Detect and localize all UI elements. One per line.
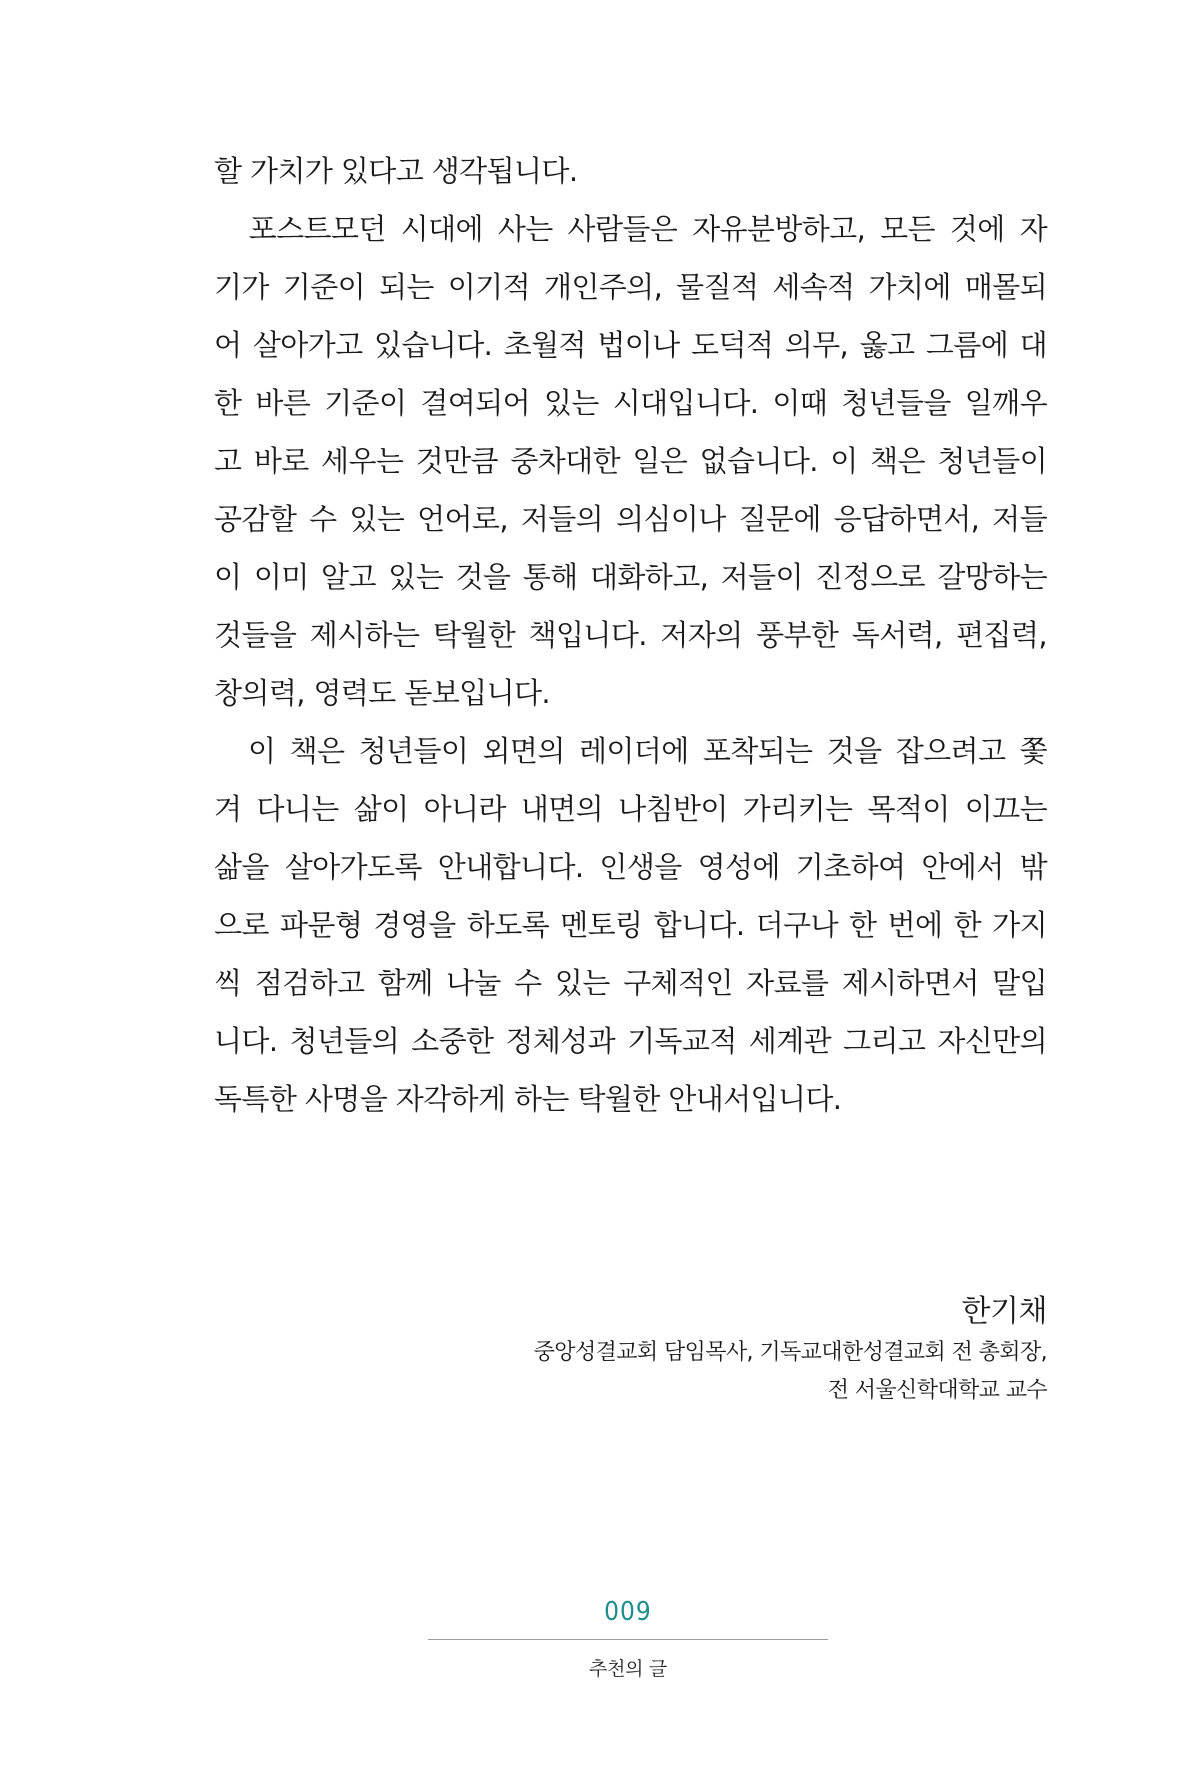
body-line: 공감할 수 있는 언어로, 저들의 의심이나 질문에 응답하면서, 저들 bbox=[214, 502, 1047, 536]
recommendation-body bbox=[214, 142, 1047, 1128]
body-line: 한 바른 기준이 결여되어 있는 시대입니다. 이때 청년들을 일깨우 bbox=[214, 386, 1047, 420]
body-line: 으로 파문형 경영을 하도록 멘토링 합니다. 더구나 한 번에 한 가지 bbox=[214, 908, 1047, 942]
body-line: 것들을 제시하는 탁월한 책입니다. 저자의 풍부한 독서력, 편집력, bbox=[214, 618, 1047, 652]
author-title-line-1: 중앙성결교회 담임목사, 기독교대한성결교회 전 총회장, bbox=[533, 1340, 1047, 1365]
body-line: 이 책은 청년들이 외면의 레이더에 포착되는 것을 잡으려고 쫓 bbox=[214, 734, 1047, 768]
author-title-line-2: 전 서울신학대학교 교수 bbox=[827, 1378, 1047, 1403]
body-line: 독특한 사명을 자각하게 하는 탁월한 안내서입니다. bbox=[214, 1082, 842, 1116]
body-line: 겨 다니는 삶이 아니라 내면의 나침반이 가리키는 목적이 이끄는 bbox=[214, 792, 1047, 826]
body-line: 니다. 청년들의 소중한 정체성과 기독교적 세계관 그리고 자신만의 bbox=[214, 1024, 1047, 1058]
body-line: 포스트모던 시대에 사는 사람들은 자유분방하고, 모든 것에 자 bbox=[214, 212, 1047, 246]
body-line: 기가 기준이 되는 이기적 개인주의, 물질적 세속적 가치에 매몰되 bbox=[214, 270, 1047, 304]
body-line: 고 바로 세우는 것만큼 중차대한 일은 없습니다. 이 책은 청년들이 bbox=[214, 444, 1047, 478]
body-line: 이 이미 알고 있는 것을 통해 대화하고, 저들이 진정으로 갈망하는 bbox=[214, 560, 1047, 594]
body-line: 어 살아가고 있습니다. 초월적 법이나 도덕적 의무, 옳고 그름에 대 bbox=[214, 328, 1047, 362]
footer-divider bbox=[428, 1639, 828, 1640]
body-line: 창의력, 영력도 돋보입니다. bbox=[214, 676, 551, 710]
body-line: 씩 점검하고 함께 나눌 수 있는 구체적인 자료를 제시하면서 말입 bbox=[214, 966, 1047, 1000]
page-number: 009 bbox=[604, 1597, 652, 1627]
author-name: 한기채 bbox=[961, 1294, 1047, 1329]
page-footer bbox=[428, 1595, 828, 1681]
body-line: 삶을 살아가도록 안내합니다. 인생을 영성에 기초하여 안에서 밖 bbox=[214, 850, 1047, 884]
body-line: 할 가치가 있다고 생각됩니다. bbox=[214, 154, 578, 188]
signature-block bbox=[534, 1290, 1047, 1410]
section-title: 추천의 글 bbox=[589, 1658, 667, 1680]
